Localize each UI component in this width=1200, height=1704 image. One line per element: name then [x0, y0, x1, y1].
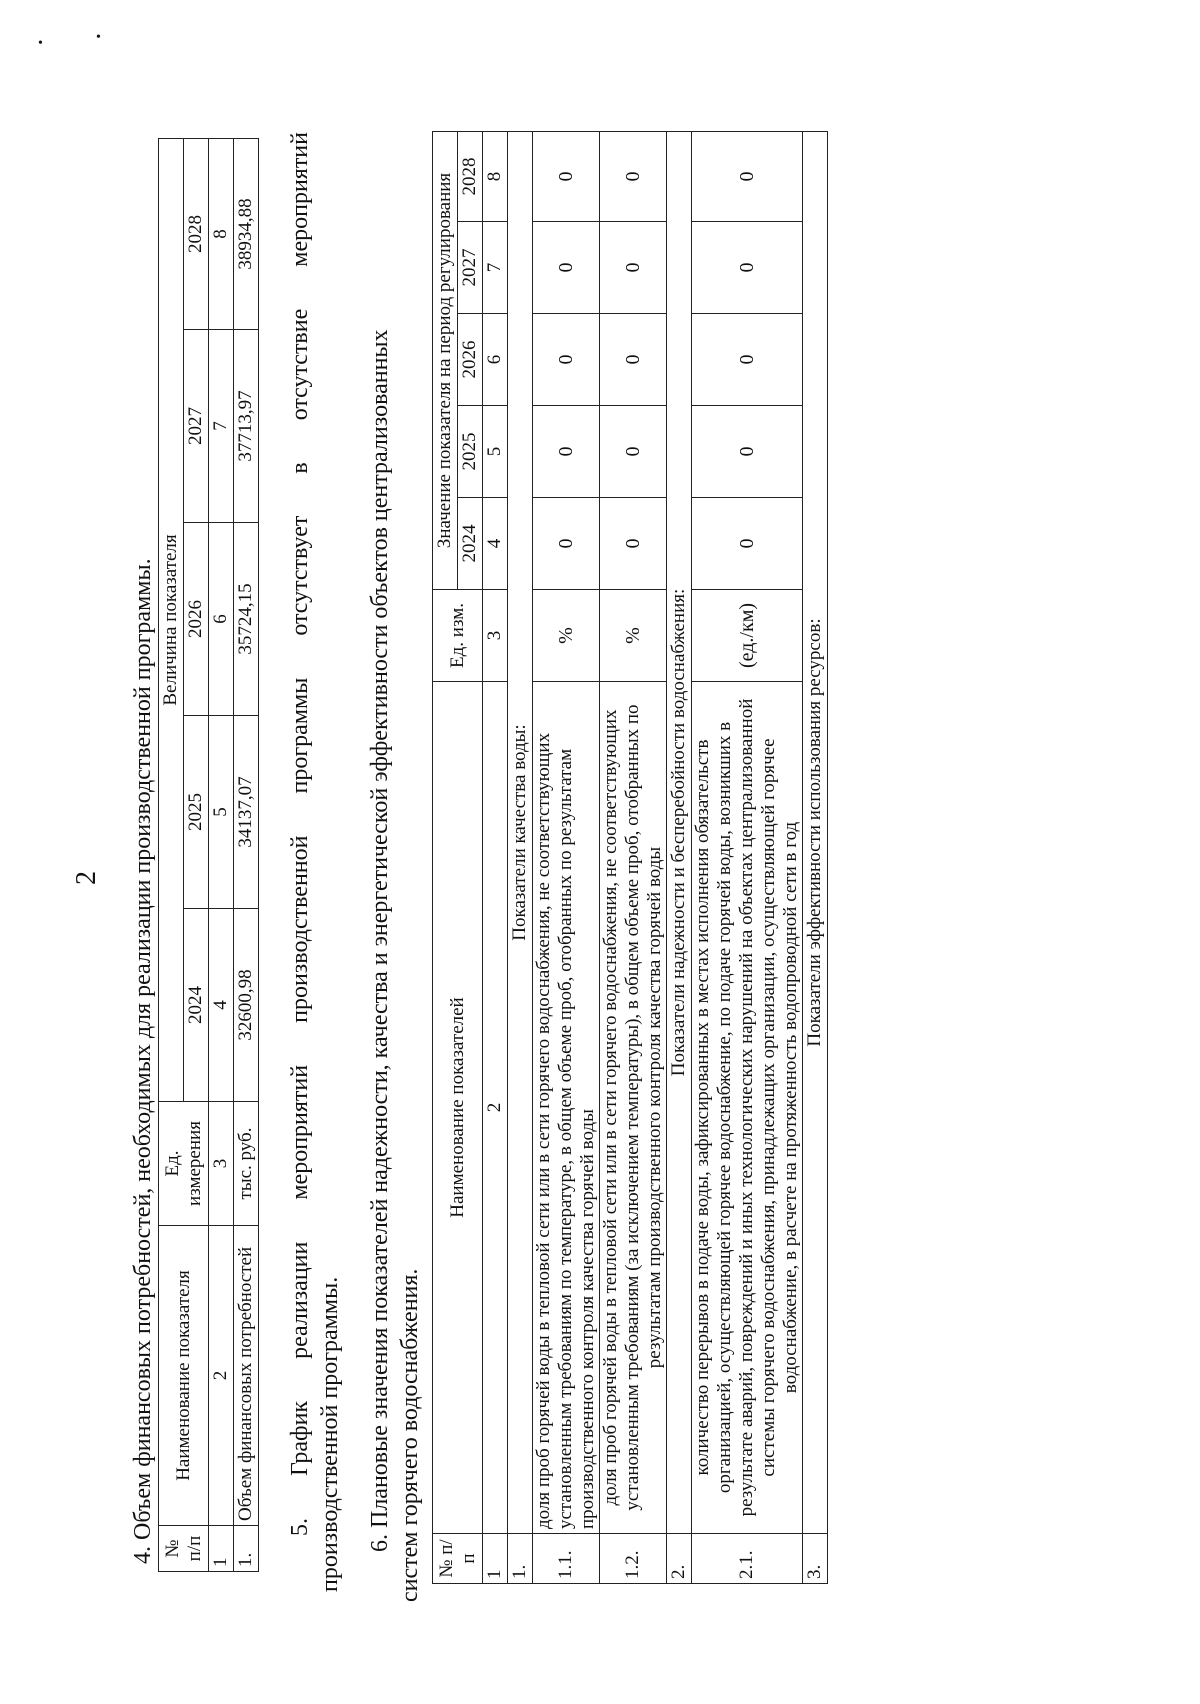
- year-header: 2025: [458, 406, 483, 498]
- value-cell: 0: [600, 314, 667, 406]
- row-name: доля проб горячей воды в тепловой сети или в сети горячего водоснабжения, не соответствующих установленным требованиям (за исключением температуры), в общем объеме проб, отобранных по результатам производственного контроля качества горячей воды: [600, 682, 667, 1534]
- col-num-header: № п/п: [433, 1534, 483, 1584]
- col-unit-header: Ед. измерения: [159, 1102, 209, 1226]
- row-num: 2.1.: [692, 1534, 803, 1584]
- value-cell: 37713,97: [234, 330, 259, 523]
- col-name-header: Наименование показателя: [159, 1226, 209, 1526]
- table-index-row: [483, 131, 508, 1583]
- section-num: 1.: [508, 1534, 533, 1584]
- value-cell: 0: [600, 498, 667, 590]
- section-row: [667, 131, 692, 1583]
- section4-heading: 4. Объем финансовых потребностей, необходимых для реализации производственной программы.: [130, 558, 156, 1564]
- value-cell: 34137,07: [234, 716, 259, 909]
- index-cell: 5: [483, 406, 508, 498]
- section-title: Показатели надежности и бесперебойности водоснабжения:: [667, 131, 692, 1533]
- col-unit-header: Ед. изм.: [433, 590, 483, 682]
- year-header: 2026: [184, 523, 209, 716]
- value-cell: 0: [692, 406, 803, 498]
- year-header: 2026: [458, 314, 483, 406]
- year-header: 2025: [184, 716, 209, 909]
- row-name: Объем финансовых потребностей: [234, 1226, 259, 1526]
- value-cell: 0: [533, 314, 600, 406]
- table-row: [600, 131, 667, 1583]
- table-row: [692, 131, 803, 1583]
- page-number: 2: [71, 871, 102, 885]
- value-cell: 35724,15: [234, 523, 259, 716]
- row-unit: %: [600, 590, 667, 682]
- index-cell: 7: [209, 330, 234, 523]
- col-num-header: № п/п: [159, 1526, 209, 1572]
- index-cell: 1: [209, 1526, 234, 1572]
- section5-line2: производственной программы.: [317, 1276, 343, 1592]
- section6-line1: 6. Плановые значения показателей надежности, качества и энергетической эффективности объектов централизованных: [367, 329, 393, 1552]
- section5-paragraph: [285, 132, 345, 1592]
- section-num: 3.: [803, 1534, 828, 1584]
- section-row: [508, 131, 533, 1583]
- index-cell: 2: [209, 1226, 234, 1526]
- row-num: 1.2.: [600, 1534, 667, 1584]
- value-cell: 0: [692, 131, 803, 221]
- table-header-row: [159, 138, 184, 1571]
- rotated-content: [120, 102, 1120, 1602]
- value-cell: 0: [533, 498, 600, 590]
- section-title: Показатели качества воды:: [508, 131, 533, 1533]
- section-num: 2.: [667, 1534, 692, 1584]
- table-index-row: [209, 138, 234, 1571]
- section6-line2: систем горячего водоснабжения.: [397, 1268, 423, 1602]
- value-cell: 0: [533, 406, 600, 498]
- year-header: 2024: [458, 498, 483, 590]
- index-cell: 3: [483, 590, 508, 682]
- value-cell: 32600,98: [234, 909, 259, 1102]
- row-name: доля проб горячей воды в тепловой сети или в сети горячего водоснабжения, не соответствующих установленным требованиям по температуре, в общем объеме проб, отобранных по результатам производственного контроля качества горячей воды: [533, 682, 600, 1534]
- year-header: 2027: [458, 222, 483, 314]
- section-row: [803, 131, 828, 1583]
- index-cell: 7: [483, 222, 508, 314]
- value-cell: 38934,88: [234, 138, 259, 329]
- section6-heading: [365, 122, 425, 1602]
- index-cell: 8: [209, 138, 234, 329]
- index-cell: 8: [483, 131, 508, 221]
- row-unit: тыс. руб.: [234, 1102, 259, 1226]
- row-num: 1.1.: [533, 1534, 600, 1584]
- col-period-header: Значение показателя на период регулирования: [433, 131, 458, 589]
- section-title: Показатели эффективности использования ресурсов:: [803, 131, 828, 1533]
- col-name-header: Наименование показателей: [433, 682, 483, 1534]
- rotated-page: [120, 102, 1120, 1602]
- financial-needs-table: [158, 138, 259, 1572]
- row-num: 1.: [234, 1526, 259, 1572]
- row-unit: %: [533, 590, 600, 682]
- index-cell: 2: [483, 682, 508, 1534]
- index-cell: 3: [209, 1102, 234, 1226]
- indicators-table: [432, 131, 828, 1584]
- year-header: 2028: [184, 138, 209, 329]
- table-row: [533, 131, 600, 1583]
- value-cell: 0: [600, 406, 667, 498]
- index-cell: 5: [209, 716, 234, 909]
- value-cell: 0: [533, 131, 600, 221]
- index-cell: 4: [483, 498, 508, 590]
- section5-line1: 5. График реализации мероприятий производственной программы отсутствует в отсутствие мероприятий: [287, 132, 313, 1536]
- year-header: 2028: [458, 131, 483, 221]
- row-name: количество перерывов в подаче воды, зафиксированных в местах исполнения обязательств организацией, осуществляющей горячее водоснабжение, по подаче горячей воды, возникших в результате аварий, повреждений и иных технологических нарушений на объектах централизованной системы горячего водоснабжения, принадлежащих организации, осуществляющей горячее водоснабжение, в расчете на протяженность водопроводной сети в год: [692, 682, 803, 1534]
- value-cell: 0: [600, 222, 667, 314]
- value-cell: 0: [692, 498, 803, 590]
- index-cell: 4: [209, 909, 234, 1102]
- table-header-row: [433, 131, 458, 1583]
- index-cell: 6: [209, 523, 234, 716]
- value-cell: 0: [600, 131, 667, 221]
- year-header: 2024: [184, 909, 209, 1102]
- table-row: [234, 138, 259, 1571]
- value-cell: 0: [692, 222, 803, 314]
- index-cell: 6: [483, 314, 508, 406]
- value-cell: 0: [533, 222, 600, 314]
- row-unit: (ед./км): [692, 590, 803, 682]
- scan-specks: • •: [38, 30, 101, 51]
- index-cell: 1: [483, 1534, 508, 1584]
- year-header: 2027: [184, 330, 209, 523]
- col-value-header: Величина показателя: [159, 138, 184, 1101]
- value-cell: 0: [692, 314, 803, 406]
